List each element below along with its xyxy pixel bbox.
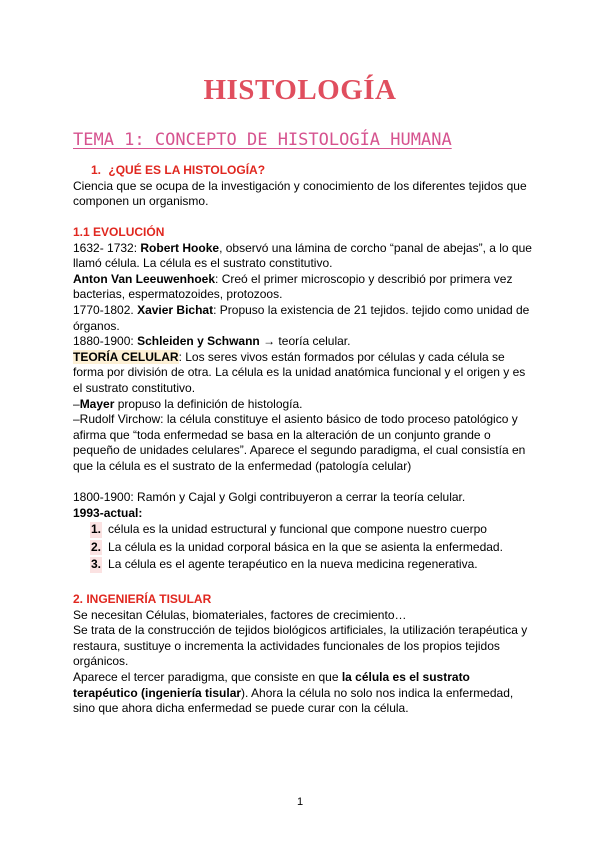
list-item — [90, 540, 533, 556]
list-number: 3. — [91, 557, 102, 572]
date-text: 1770-1802. — [73, 302, 138, 317]
paragraph-text: → teoría celular. — [259, 334, 351, 349]
tema-title-text: TEMA 1: CONCEPTO DE HISTOLOGÍA HUMANA — [73, 130, 452, 150]
list-number: 2. — [91, 539, 102, 554]
date-text: 1880-1900: — [73, 334, 138, 349]
list-item — [90, 557, 533, 573]
paragraph-text: Se necesitan Células, biomateriales, factores de crecimiento… — [73, 607, 407, 622]
section-ingenieria — [73, 592, 533, 717]
paragraph-text: propuso la definición de histología. — [114, 396, 303, 411]
period-label: 1993-actual: — [73, 505, 143, 520]
section-paragraph: Ciencia que se ocupa de la investigación y conocimiento de los diferentes tejidos que componen un organismo. — [73, 178, 527, 209]
list-text: célula es la unidad estructural y funcional que compone nuestro cuerpo — [108, 522, 487, 537]
paragraph-text: : Creó el primer microscopio y describió por primera vez bacterias, espermatozoides, protozoos. — [73, 271, 513, 302]
person-name: Xavier Bichat — [137, 302, 214, 317]
section-heading-text: ¿QUÉ ES LA HISTOLOGÍA? — [108, 163, 266, 177]
section-heading — [73, 163, 533, 179]
paragraph-text: Se trata de la construcción de tejidos biológicos artificiales, la utilización terapéutica y restaura, sustituye o incrementa la actividades funcionales de los propios tejidos orgánicos. — [73, 623, 528, 669]
numbered-list — [73, 522, 533, 573]
person-name: Mayer — [79, 396, 115, 411]
paragraph-hooke — [73, 241, 533, 272]
paragraph-leeuwenhoek — [73, 272, 533, 303]
list-text: La célula es el agente terapéutico en la nueva medicina regenerativa. — [108, 557, 478, 572]
highlighted-term: TEORÍA CELULAR — [73, 349, 179, 364]
paragraph-text: , observó una lámina de corcho “panal de abejas”, a lo que llamó célula. La célula es el sustrato constitutivo. — [73, 240, 532, 271]
section-heading: 2. INGENIERÍA TISULAR — [73, 592, 212, 606]
page-title: HISTOLOGÍA — [203, 74, 397, 106]
section-number: 1. — [91, 163, 102, 177]
section-evolucion — [73, 225, 533, 573]
blank-line — [73, 475, 533, 491]
tema-title — [73, 130, 452, 150]
paragraph-paradigma — [73, 670, 533, 717]
paragraph-text: : Propuso la existencia de 21 tejidos. tejido como unidad de órganos. — [73, 302, 530, 333]
dash: – — [73, 396, 80, 411]
person-name: Anton Van Leeuwenhoek — [73, 271, 216, 286]
paragraph-mayer — [73, 397, 533, 413]
section-what-is — [73, 163, 533, 210]
paragraph-text: : Los seres vivos están formados por células y cada célula se forma por división de otra. La célula es la unidad anatómica funcional y el origen y es el sustrato constitutivo. — [73, 349, 526, 395]
paragraph-teoria-celular — [73, 350, 533, 397]
bold-text: la célula es el sustrato terapéutico (ingeniería tisular — [73, 669, 470, 700]
page-number: 1 — [296, 796, 304, 808]
date-text: 1632- 1732: — [73, 240, 141, 255]
paragraph-schleiden — [73, 334, 533, 350]
paragraph-text: Aparece el tercer paradigma, que consiste en que — [73, 669, 342, 684]
subsection-heading: 1.1 EVOLUCIÓN — [73, 225, 165, 239]
list-text: La célula es la unidad corporal básica en la que se asienta la enfermedad. — [108, 539, 503, 554]
paragraph-cajal: 1800-1900: Ramón y Cajal y Golgi contribuyeron a cerrar la teoría celular. — [73, 490, 466, 505]
list-number: 1. — [91, 522, 102, 537]
paragraph-text: ). Ahora la célula no solo nos indica la enfermedad, sino que ahora dicha enfermedad se puede curar con la célula. — [73, 685, 514, 716]
paragraph-virchow: –Rudolf Virchow: la célula constituye el asiento básico de todo proceso patológico y afirma que “toda enfermedad se basa en la alteración de un conjunto grande o pequeño de unidades celulares”. Aparece el segundo paradigma, el cual consistía en que la célula es el sustrato de la enfermedad (patología celular) — [73, 412, 526, 473]
person-name: Schleiden y Schwann — [137, 334, 260, 349]
person-name: Robert Hooke — [140, 240, 220, 255]
list-item — [90, 522, 533, 538]
paragraph-bichat — [73, 303, 533, 334]
